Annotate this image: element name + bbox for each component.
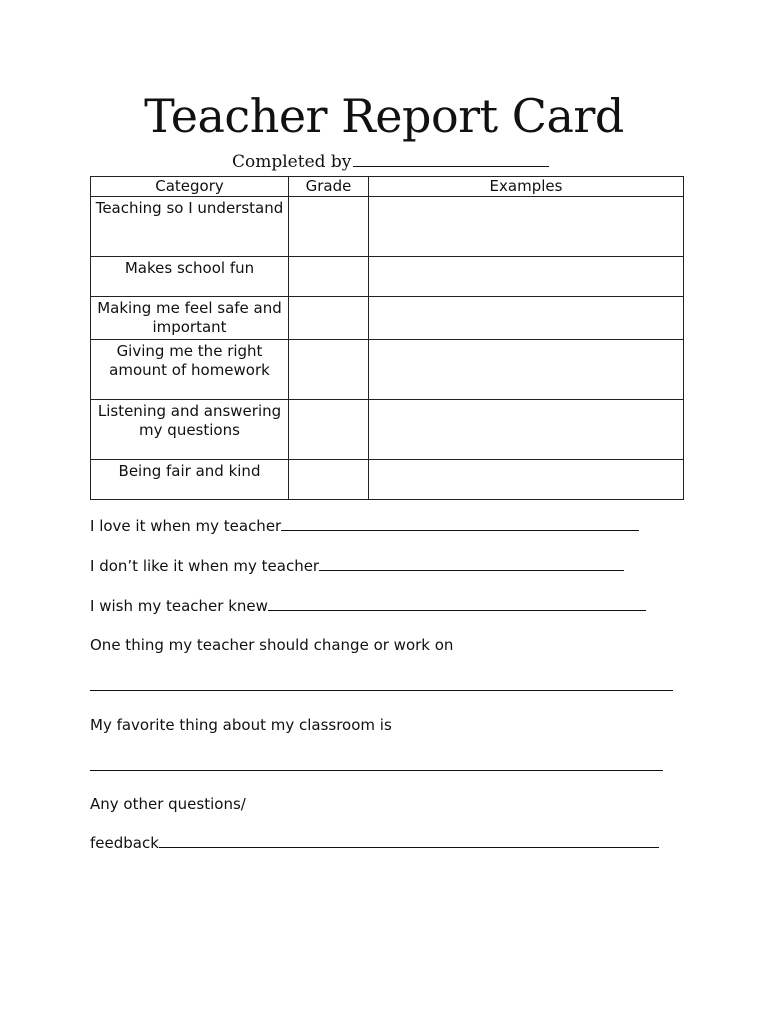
page-title: Teacher Report Card — [144, 89, 624, 143]
table-row — [91, 340, 684, 400]
prompt-wish — [90, 596, 646, 616]
prompt-wish-label: I wish my teacher knew — [90, 597, 268, 615]
prompt-feedback — [90, 833, 659, 853]
category-cell: Making me feel safe and important — [91, 297, 289, 340]
category-cell: Giving me the right amount of homework — [91, 340, 289, 400]
header-examples: Examples — [369, 177, 684, 197]
prompt-dislike — [90, 556, 624, 576]
table-row — [91, 257, 684, 297]
prompt-favorite: My favorite thing about my classroom is — [90, 716, 392, 734]
prompt-other: Any other questions/ — [90, 795, 246, 813]
prompt-love-label: I love it when my teacher — [90, 517, 282, 535]
grade-cell[interactable] — [289, 257, 369, 297]
table-row — [91, 400, 684, 460]
table-row — [91, 297, 684, 340]
grade-cell[interactable] — [289, 400, 369, 460]
category-cell: Listening and answering my questions — [91, 400, 289, 460]
category-cell: Makes school fun — [91, 257, 289, 297]
table-row — [91, 460, 684, 500]
prompt-wish-blank[interactable] — [268, 598, 646, 611]
prompt-love-blank[interactable] — [281, 518, 639, 531]
prompt-love — [90, 516, 639, 536]
table-row — [91, 197, 684, 257]
category-cell: Teaching so I understand — [91, 197, 289, 257]
examples-cell[interactable] — [369, 400, 684, 460]
grade-cell[interactable] — [289, 297, 369, 340]
completed-by-blank[interactable] — [353, 154, 549, 167]
grade-cell[interactable] — [289, 340, 369, 400]
grade-cell[interactable] — [289, 197, 369, 257]
prompt-favorite-blank[interactable] — [90, 770, 663, 771]
table-header-row — [91, 177, 684, 197]
header-category: Category — [91, 177, 289, 197]
examples-cell[interactable] — [369, 257, 684, 297]
examples-cell[interactable] — [369, 297, 684, 340]
examples-cell[interactable] — [369, 460, 684, 500]
completed-by-field — [232, 150, 549, 174]
prompt-dislike-label: I don’t like it when my teacher — [90, 557, 320, 575]
category-cell: Being fair and kind — [91, 460, 289, 500]
header-grade: Grade — [289, 177, 369, 197]
examples-cell[interactable] — [369, 340, 684, 400]
prompt-change-blank[interactable] — [90, 690, 673, 691]
prompt-change: One thing my teacher should change or work on — [90, 636, 454, 654]
grade-cell[interactable] — [289, 460, 369, 500]
prompt-dislike-blank[interactable] — [319, 558, 624, 571]
prompt-feedback-label: feedback — [90, 834, 159, 852]
prompt-feedback-blank[interactable] — [159, 835, 659, 848]
completed-by-label: Completed by — [232, 152, 352, 172]
examples-cell[interactable] — [369, 197, 684, 257]
report-card-table — [90, 176, 684, 500]
